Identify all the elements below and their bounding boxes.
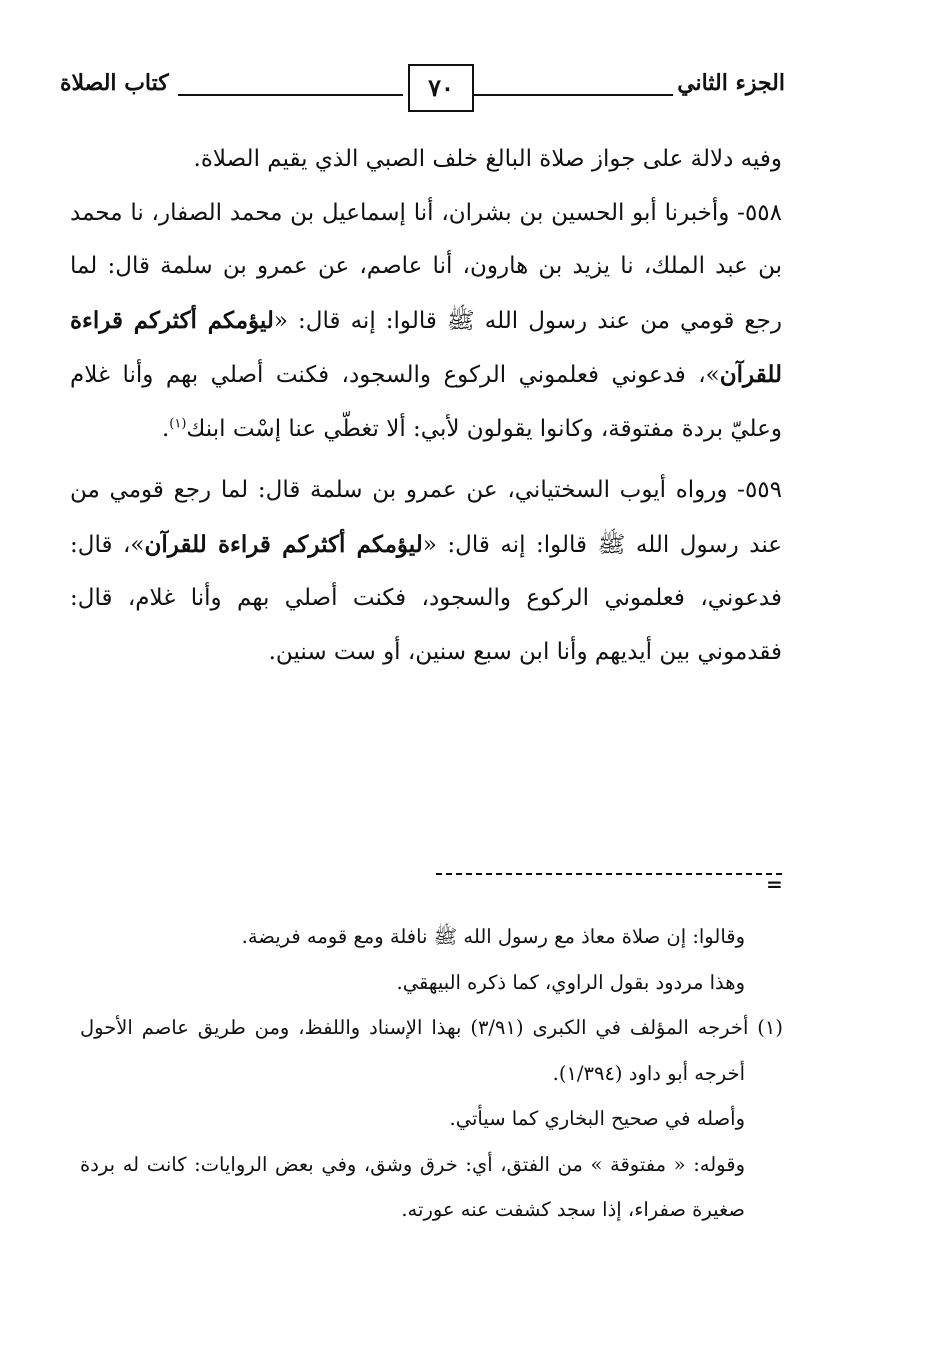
paragraph-intro-text: وفيه دلالة على جواز صلاة البالغ خلف الصبي الذي يقيم الصلاة. (193, 146, 782, 172)
hadith-559-text-a: ٥٥٩- ورواه أيوب السختياني، عن عمرو بن سلمة قال: لما رجع قومي من عند رسول الله ﷺ قالوا: إنه قال: « (70, 477, 783, 558)
footnote-1-line-2: وأصله في صحيح البخاري كما سيأتي. (449, 1107, 745, 1130)
main-text (70, 133, 782, 679)
page-number: ٧٠ (408, 64, 474, 112)
hadith-559-quote: ليؤمكم أكثركم قراءة للقرآن (144, 530, 423, 558)
continuation-mark: = (766, 872, 783, 896)
paragraph-intro (70, 133, 782, 187)
hadith-558 (70, 187, 782, 457)
footnote-continued-2: وهذا مردود بقول الراوي، كما ذكره البيهقي. (396, 970, 745, 994)
hadith-559 (70, 464, 782, 679)
footnotes (80, 914, 783, 1233)
hadith-558-text-a: ٥٥٨- وأخبرنا أبو الحسين بن بشران، أنا إسماعيل بن محمد الصفار، نا محمد بن عبد الملك، نا يزيد بن هارون، أنا عاصم، عن عمرو بن سلمة قال: لما رجع قومي من عند رسول الله ﷺ قالوا: إنه قال: « (70, 199, 782, 334)
header-part-title: الجزء الثاني (677, 70, 785, 96)
footnote-1: (١) أخرجه المؤلف في الكبرى (٣/٩١) بهذا الإسناد واللفظ، ومن طريق عاصم الأحول أخرجه أبو داود (١/٣٩٤). (80, 1016, 783, 1085)
hadith-558-end: . (161, 415, 170, 442)
header-rule-left (178, 94, 403, 96)
footnote-separator (436, 873, 782, 875)
running-header (60, 62, 785, 114)
hadith-558-text-b: »، فدعوني فعلموني الركوع والسجود، فكنت أصلي بهم وأنا غلام وعليّ بردة مفتوقة، وكانوا يقولون لأبي: ألا تغطّي عنا إسْت ابنك (70, 362, 782, 442)
footnote-ref-1[interactable]: (١) (169, 415, 187, 431)
hadith-558-quote: ليؤمكم أكثركم قراءة للقرآن (70, 306, 782, 388)
header-book-title: كتاب الصلاة (60, 70, 169, 96)
hadith-559-text-b: »، قال: فدعوني، فعلموني الركوع والسجود، فكنت أصلي بهم وأنا غلام، قال: فقدموني بين أيديهم وأنا ابن سبع سنين، أو ست سنين. (70, 531, 782, 665)
footnote-1-line-3: وقوله: « مفتوقة » من الفتق، أي: خرق وشق، وفي بعض الروايات: كانت له بردة صغيرة صفراء، إذا سجد كشفت عنه عورته. (80, 1152, 745, 1221)
footnote-continued-1: وقالوا: إن صلاة معاذ مع رسول الله ﷺ نافلة ومع قومه فريضة. (241, 925, 745, 948)
header-rule-right (473, 94, 673, 96)
